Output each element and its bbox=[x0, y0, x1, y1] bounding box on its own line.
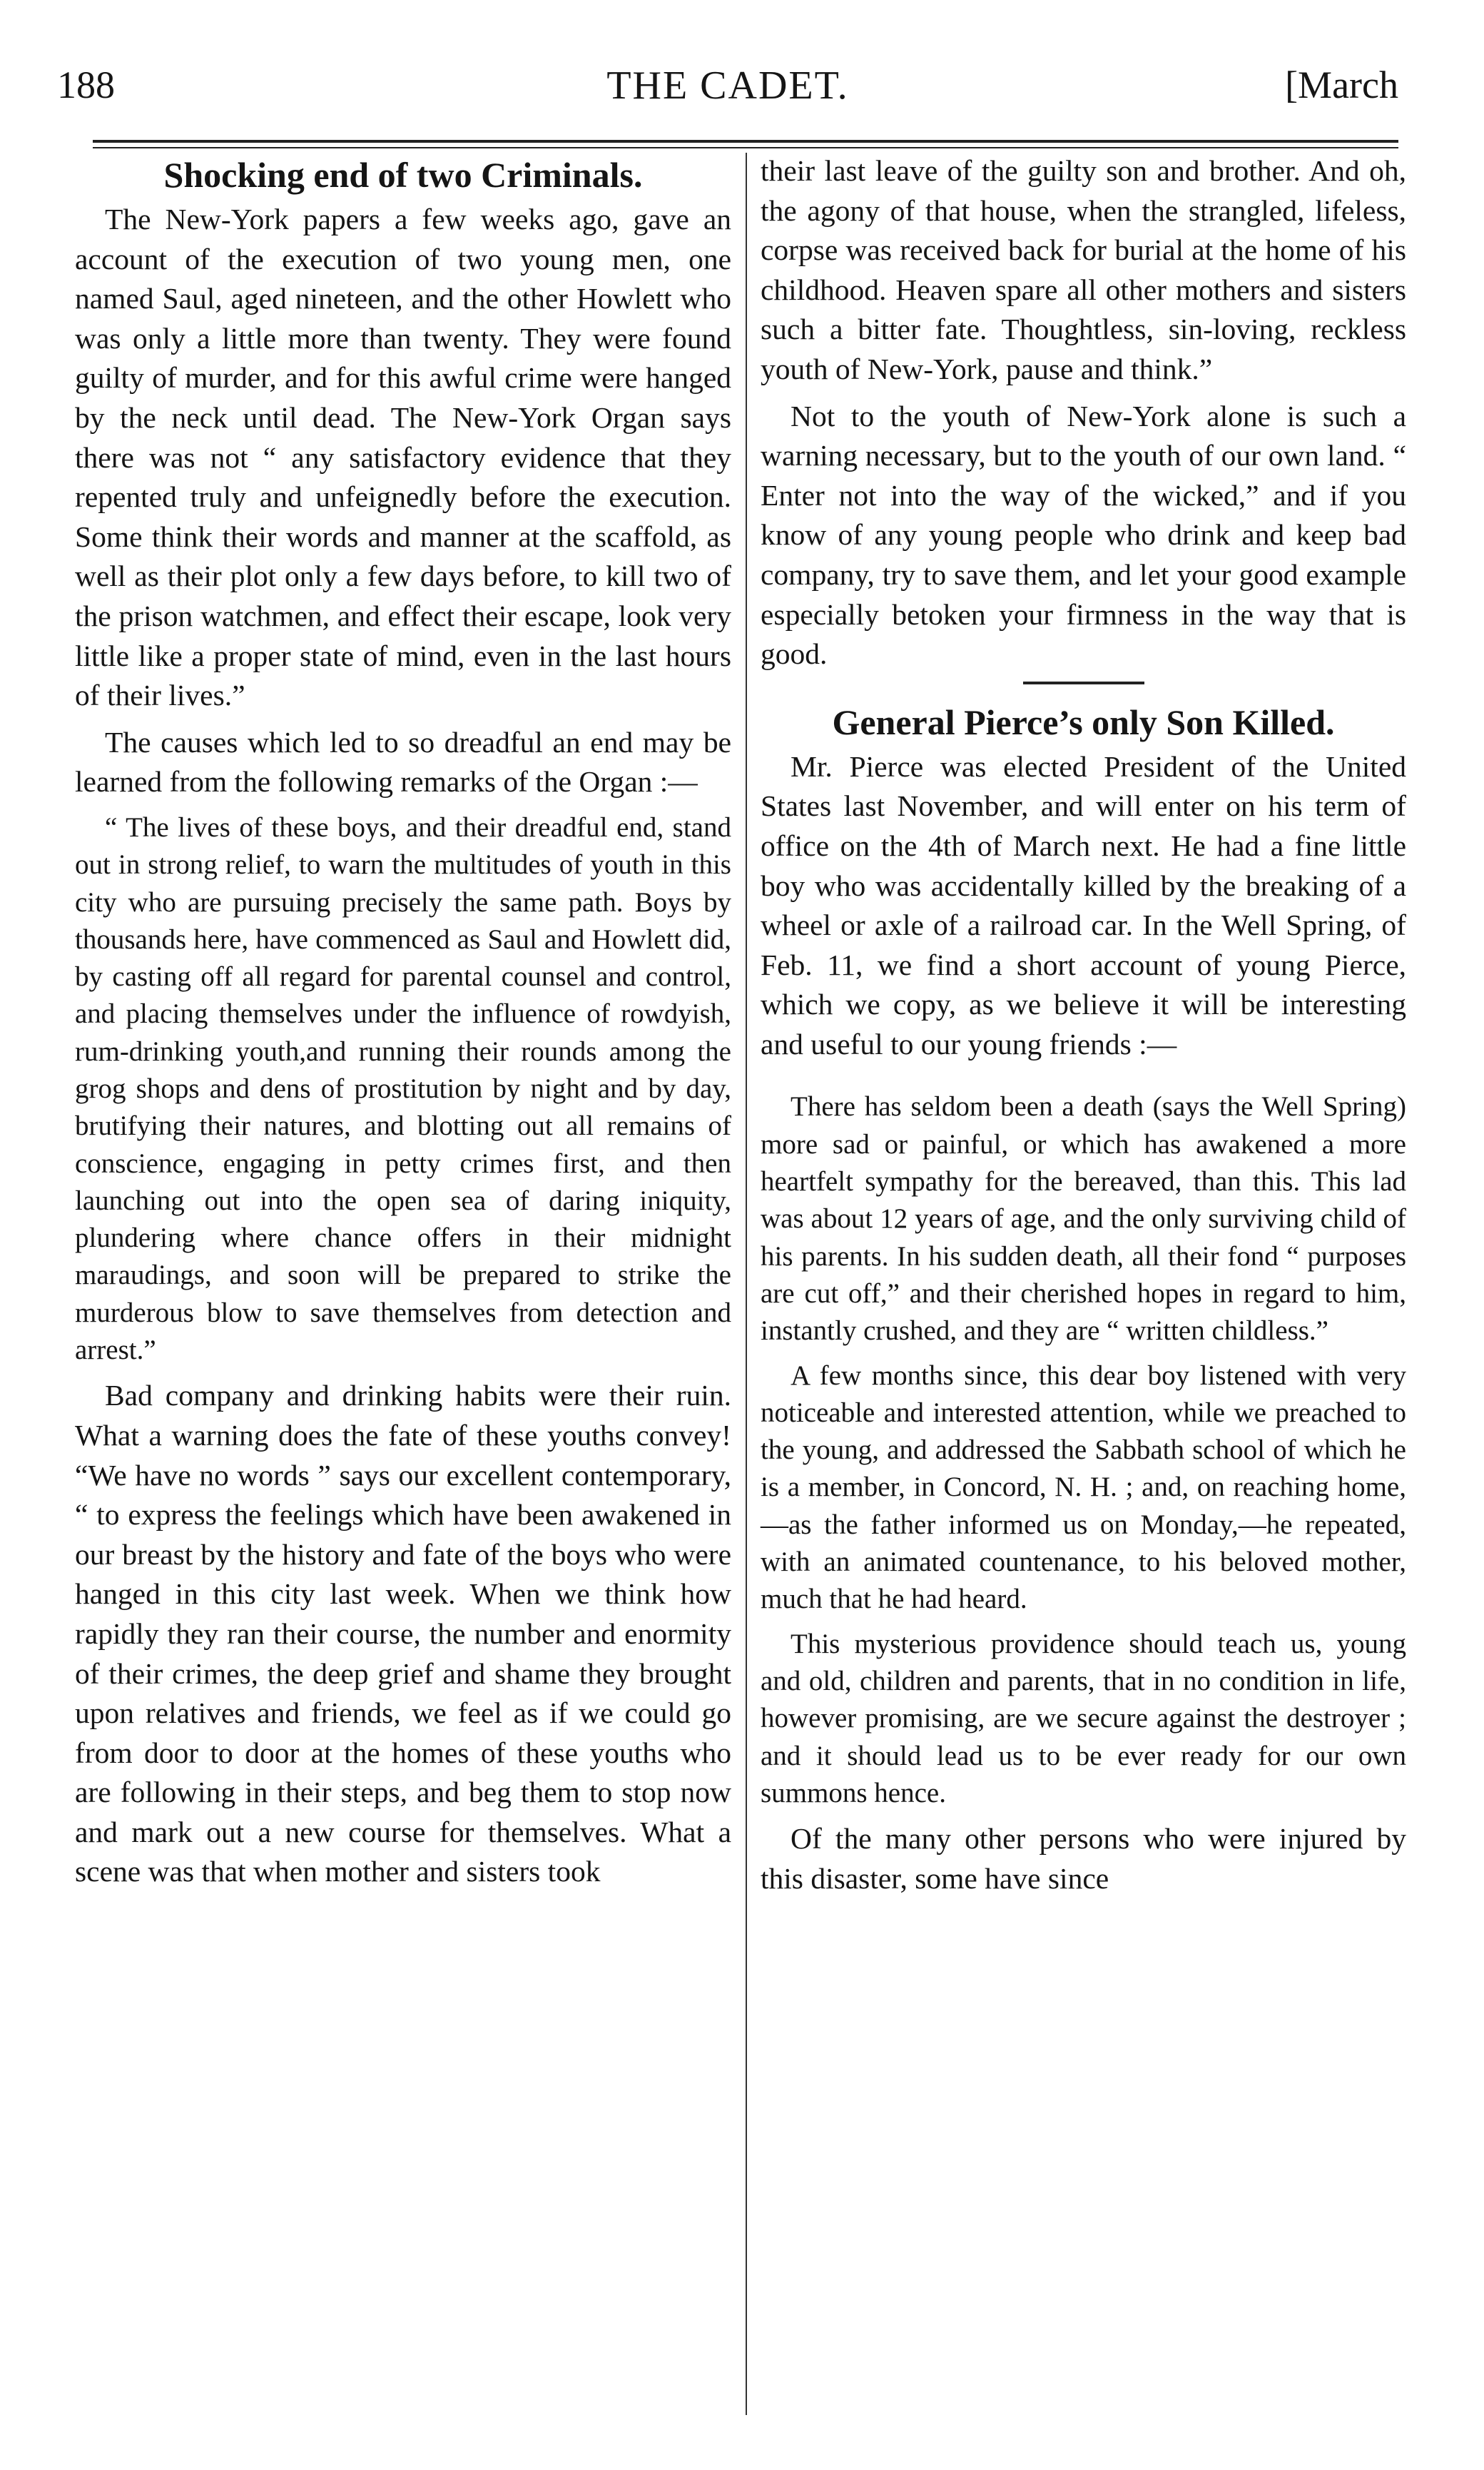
article-paragraph: The causes which led to so dreadful an end may be learned from the following remarks of the Organ :— bbox=[75, 725, 731, 799]
issue-month: [March bbox=[1285, 64, 1398, 106]
article-paragraph-continued: their last leave of the guilty son and brother. And oh, the agony of that house, when the strangled, lifeless, corpse was received back for burial at the home of his childhood. Heaven spare all other mothers and sisters such a bitter fate. Thoughtless, sin-loving, reckless youth of New-York, pause and think.” bbox=[761, 154, 1406, 385]
block-quote: There has seldom been a death (says the Well Spring) more sad or painful, or which has awakened a more heartfelt sympathy for the bereaved, than this. This lad was about 12 years of age, and the only surviving child of his parents. In his sudden death, all their fond “ purposes are cut off,” and their cherished hopes in regard to him, instantly crushed, and they are “ written childless.” bbox=[761, 1091, 1406, 1347]
header-rule bbox=[93, 140, 1398, 143]
left-column bbox=[75, 151, 731, 1899]
block-quote: A few months since, this dear boy listened with very noticeable and interested attention, while we preached to the young, and addressed the Sabbath school of which he is a member, in Concord, N. H. ; and, on reaching home,—as the father informed us on Monday,—he repeated, with an animated countenance, to his beloved mother, much that he had heard. bbox=[761, 1360, 1406, 1615]
block-quote: This mysterious providence should teach us, young and old, children and parents, that in no condition in life, however promising, are we secure against the destroyer ; and it should lead us to be ever ready for our own summons hence. bbox=[761, 1628, 1406, 1808]
article-paragraph: Bad company and drinking habits were their ruin. What a warning does the fate of these youths convey! “We have no words ” says our excellent contemporary, “ to express the feelings which have been awakened in our breast by the history and fate of the boys who were hanged in this city last week. When we think how rapidly they ran their course, the number and enormity of their crimes, the deep grief and shame they brought upon relatives and friends, we feel as if we could go from door to door at the homes of these youths who are following in their steps, and beg them to stop now and mark out a new course for themselves. What a scene was that when mother and sisters took bbox=[75, 1379, 731, 1888]
article-title: General Pierce’s only Son Killed. bbox=[832, 702, 1335, 742]
page-number: 188 bbox=[57, 64, 115, 106]
right-column bbox=[761, 151, 1406, 1905]
article-paragraph: Not to the youth of New-York alone is such a warning necessary, but to the youth of our own land. “ Enter not into the way of the wicked,” and if you know of any young people who drink and keep bad company, try to save them, and let your good example especially betoken your firmness in the way that is good. bbox=[761, 399, 1406, 671]
column-divider bbox=[746, 153, 747, 2415]
article-paragraph: The New-York papers a few weeks ago, gave an account of the execution of two young men, one named Saul, aged nineteen, and the other Howlett who was only a little more than twenty. They were found guilty of murder, and for this awful crime were hanged by the neck until dead. The New-York Organ says there was not “ any satisfactory evidence that they repented truly and unfeignedly before the execution. Some think their words and manner at the scaffold, as well as their plot only a few days before, to kill two of the prison watchmen, and effect their escape, look very little like a proper state of mind, even in the last hours of their lives.” bbox=[75, 203, 731, 712]
section-divider bbox=[1023, 682, 1144, 684]
block-quote: “ The lives of these boys, and their dreadful end, stand out in strong relief, to warn the multitudes of youth in this city who are pursuing precisely the same path. Boys by thousands here, have commenced as Saul and Howlett did, by casting off all regard for parental counsel and control, and placing themselves under the influence of rowdyish, rum-drinking youth,and running their rounds among the grog shops and dens of prostitution by night and by day, brutifying their natures, and blotting out all remains of conscience, engaging in petty crimes first, and then launching out into the open sea of daring iniquity, plundering where chance offers in their midnight maraudings, and soon will be prepared to strike the murderous blow to save themselves from detection and arrest.” bbox=[75, 811, 731, 1366]
article-paragraph: Mr. Pierce was elected President of the United States last November, and will enter on his term of office on the 4th of March next. He had a fine little boy who was accidentally killed by the breaking of a wheel or axle of a railroad car. In the Well Spring, of Feb. 11, we find a short account of young Pierce, which we copy, as we believe it will be interesting and useful to our young friends :— bbox=[761, 749, 1406, 1061]
running-head bbox=[57, 63, 1398, 120]
article-paragraph: Of the many other persons who were injured by this disaster, some have since bbox=[761, 1822, 1406, 1895]
header-rule-thin bbox=[93, 147, 1398, 148]
journal-title: THE CADET. bbox=[606, 64, 849, 108]
article-title: Shocking end of two Criminals. bbox=[163, 155, 643, 195]
